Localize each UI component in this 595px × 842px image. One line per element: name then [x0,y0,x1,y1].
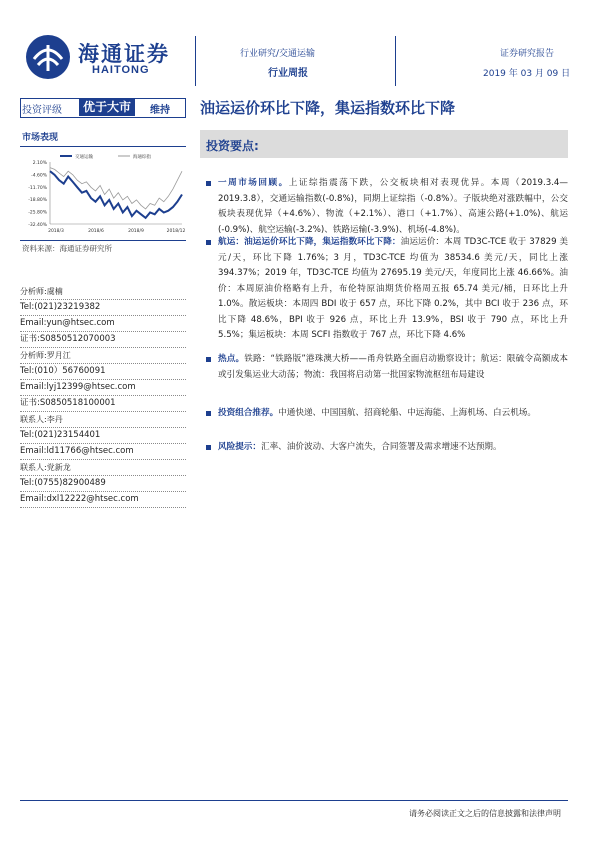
legend-label: 海通综指 [133,155,151,160]
point-key: 风险提示： [218,442,261,452]
x-tick-label: 2018/6 [88,229,104,234]
point-risk [218,440,568,456]
point-shipping [218,235,568,344]
point-portfolio [218,406,568,422]
analyst-tel: Tel:(021)23219382 [20,300,186,316]
logo-en: HAITONG [92,64,150,76]
point-key: 一周市场回顾。 [218,178,289,188]
analyst-role: 分析师:罗月江 [20,348,186,364]
report-title: 油运运价环比下降，集运指数环比下降 [200,99,456,117]
y-tick-label: -25.80% [28,210,47,216]
point-text: 汇率、油价波动、大客户流失，合同签署及需求增速不达预期。 [260,442,502,452]
contact-tel: Tel:(021)23154401 [20,428,186,444]
y-tick-label: -18.80% [28,198,47,204]
rating-action: 维持 [150,105,170,116]
point-text: 油运运价：本周 TD3C-TCE 收于 37829 美元/天，环比下降 1.76%；3 月，TD3C-TCE 均值为 38534.6 美元/天，同比上涨 394.37%；2019 年，TD3C-TCE 均值为 27695.19 美元/天，年度同比上涨 46.66%。油价：本周原油价格略有上升，布伦特原油期货价格周五报 65.74 美元/桶，日环比上升 1.0%。散运板块：本周四 BDI 收于 657 点，环比下降 0.2%，其中 BCI 收于 236 点，环比下降 48.6%，BPI 收于 926 点，环比上升 13.9%，BSI 收于 790 点，环比上升 5.5%；集运板块：本周 SCFI 指数收于 767 点，环比下降 4.6% [218,237,568,340]
analyst-email: Email:lyj12399@htsec.com [20,380,186,396]
rating-label: 投资评级 [22,105,62,116]
header-divider-left [195,36,196,86]
contact-role: 联系人:李丹 [20,412,186,428]
industry-line: 行业研究/交通运输 [240,49,316,59]
market-chart [20,150,190,240]
bullet-icon [206,181,211,186]
x-tick-label: 2018/9 [128,229,144,234]
contact-1 [20,412,186,460]
brand-label: 证券研究报告 [500,49,555,59]
analyst-role: 分析师:虞楠 [20,284,186,300]
report-date: 2019 年 03 月 09 日 [483,69,571,79]
analyst-cert: 证书:S0850512070003 [20,332,186,348]
legend-label: 交通运输 [75,155,93,160]
bullet-icon [206,445,211,450]
points-heading: 投资要点: [206,139,259,153]
analyst-cert: 证书:S0850518100001 [20,396,186,412]
x-tick-label: 2018/3 [48,229,64,234]
contact-tel: Tel:(0755)82900489 [20,476,186,492]
analyst-list [20,284,186,508]
analyst-email: Email:yun@htsec.com [20,316,186,332]
footer-divider [20,800,568,801]
analyst-1 [20,284,186,348]
market-divider [20,146,186,147]
y-tick-label: 2.10% [32,161,47,166]
chart-bottom-divider [20,240,186,241]
header-divider-right [395,36,396,86]
point-hotspot [218,352,568,383]
y-tick-label: -4.60% [31,173,47,179]
y-tick-label: -11.70% [28,185,47,191]
series-line [50,168,182,209]
market-heading: 市场表现 [22,133,59,143]
point-market-review [218,176,568,238]
footer-disclaimer: 请务必阅读正文之后的信息披露和法律声明 [409,809,561,818]
analyst-2 [20,348,186,412]
bullet-icon [206,411,211,416]
bullet-icon [206,240,211,245]
point-text: 中通快递、中国国航、招商轮船、中远海能、上海机场、白云机场。 [278,408,536,418]
point-text: 铁路：“铁路版”港珠澳大桥——甬舟铁路全面启动勘察设计；航运：限硫令高额成本或引发集运业大动荡；物流：我国将启动第一批国家物流枢纽布局建设 [218,354,568,380]
analyst-tel: Tel:(010）56760091 [20,364,186,380]
series-line [50,171,182,218]
y-tick-label: -32.40% [28,223,47,228]
contact-2 [20,460,186,508]
rating-value: 优于大市 [79,98,135,116]
point-key: 投资组合推荐。 [218,408,279,418]
logo-text: 海通证券 [78,41,170,66]
point-text: 上证综指震荡下跌，公交板块相对表现优异。本周（2019.3.4—2019.3.8），交通运输指数(-0.8%)，同期上证综指（-0.8%）。子版块绝对涨跌幅中，公交板块表现优异（+4.6%）、物流（+2.1%）、港口（+1.7%）、高速公路(+1.0%)、航运(-0.9%)、航空运输(-3.2%)、铁路运输(-3.9%)、机场(-4.8%)。 [218,178,568,235]
contact-email: Email:ld11766@htsec.com [20,444,186,460]
bullet-icon [206,357,211,362]
point-key: 热点。 [218,354,245,364]
x-tick-label: 2018/12 [166,229,186,234]
contact-role: 联系人:党新龙 [20,460,186,476]
contact-email: Email:dxl12222@htsec.com [20,492,186,508]
haitong-logo-icon [26,35,70,79]
point-key: 航运：油运运价环比下降，集运指数环比下降： [218,237,401,247]
chart-source: 资料来源：海通证券研究所 [22,244,112,253]
report-type: 行业周报 [268,68,308,79]
